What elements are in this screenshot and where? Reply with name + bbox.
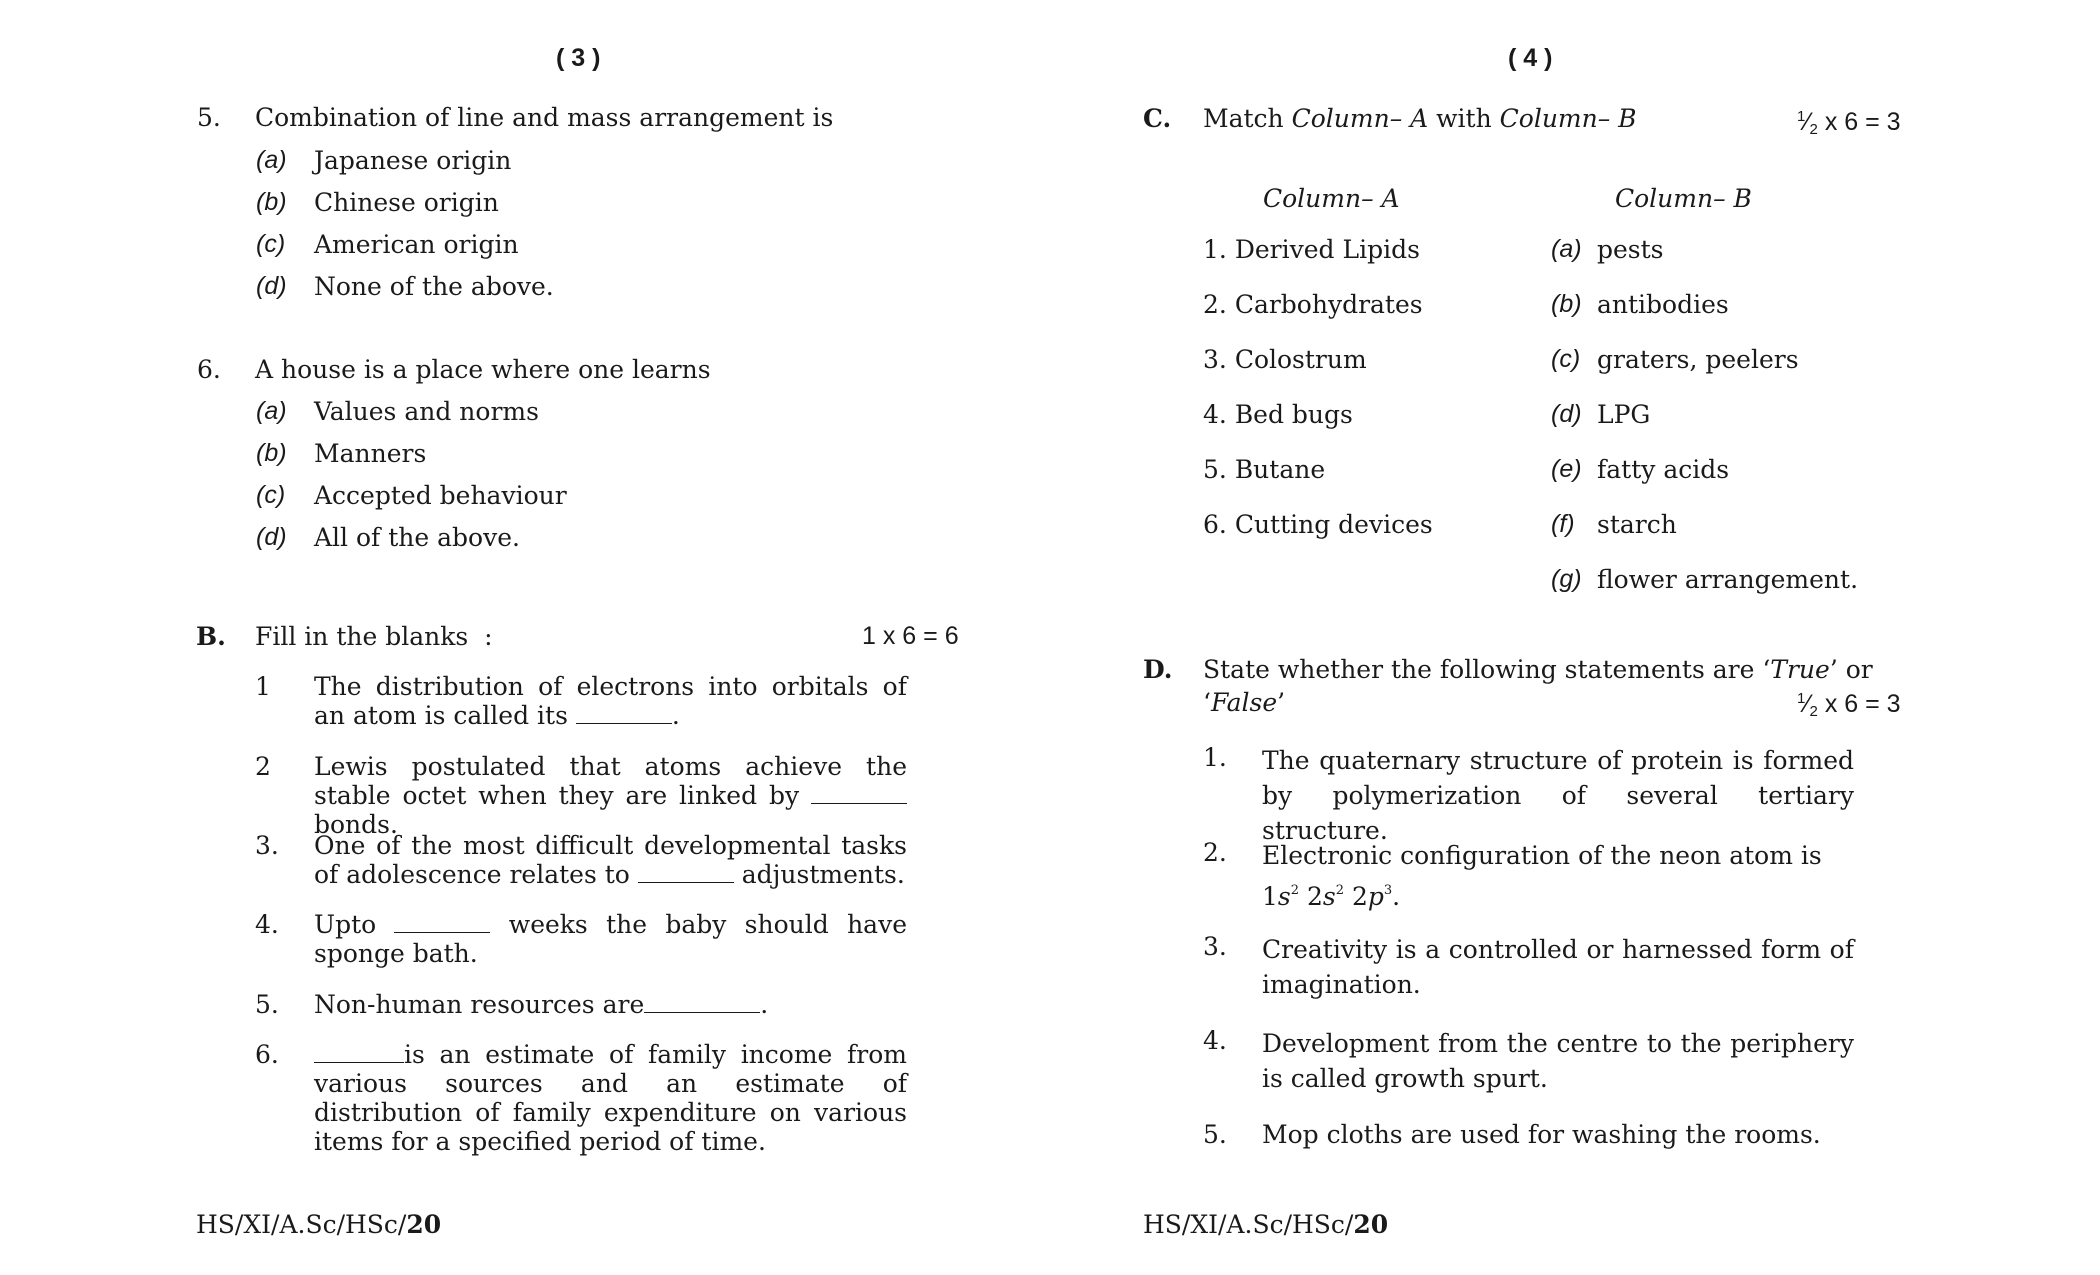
column-b-letter-f: (f) <box>1551 510 1575 538</box>
footer-right: HS/XI/A.Sc/HSc/20 <box>1143 1210 1389 1239</box>
true-false-4-text: Development from the centre to the periphery is called growth spurt. <box>1262 1029 1854 1093</box>
true-false-3-number: 3. <box>1203 932 1227 961</box>
fill-blank-1-number: 1 <box>255 672 271 701</box>
q6-option-b-letter: (b) <box>256 439 287 467</box>
true-false-2-number: 2. <box>1203 838 1227 867</box>
question-6-text: A house is a place where one learns <box>255 355 711 384</box>
true-false-5-number: 5. <box>1203 1120 1227 1149</box>
q5-option-b-text: Chinese origin <box>314 188 499 217</box>
q6-option-a-text: Values and norms <box>314 397 539 426</box>
q6-option-c-text: Accepted behaviour <box>314 481 567 510</box>
q6-option-d-letter: (d) <box>256 523 287 551</box>
page-number-left: ( 3 ) <box>556 44 601 72</box>
answer-blank <box>638 862 734 883</box>
column-b-letter-c: (c) <box>1551 345 1581 373</box>
fill-blank-5-text: Non-human resources are . <box>314 990 769 1019</box>
page-number-right: ( 4 ) <box>1508 44 1553 72</box>
fill-blank-5-number: 5. <box>255 990 279 1019</box>
question-5-text: Combination of line and mass arrangement is <box>255 103 834 132</box>
q5-option-d-text: None of the above. <box>314 272 554 301</box>
column-a-header: Column– A <box>1263 184 1400 213</box>
fill-blank-1-text: The distribution of electrons into orbitals of an atom is called its . <box>314 672 907 730</box>
column-a-item-5: 5. Butane <box>1203 455 1326 484</box>
q5-option-a-letter: (a) <box>256 146 287 174</box>
fill-blank-3-number: 3. <box>255 831 279 860</box>
column-b-text-b: antibodies <box>1597 290 1729 319</box>
column-a-item-1: 1. Derived Lipids <box>1203 235 1420 264</box>
column-b-letter-d: (d) <box>1551 400 1582 428</box>
q5-option-c-letter: (c) <box>256 230 286 258</box>
true-false-3-text: Creativity is a controlled or harnessed form of imagination. <box>1262 935 1854 999</box>
answer-blank <box>811 783 907 804</box>
answer-blank <box>394 912 490 933</box>
true-false-2-text: Electronic configuration of the neon atom is $1s^2$ $2s^2$ $2p^3$. <box>1262 841 1822 911</box>
true-false-1-text: The quaternary structure of protein is formed by polymerization of several tertiary structure. <box>1262 746 1854 845</box>
answer-blank <box>576 703 672 724</box>
column-b-letter-e: (e) <box>1551 455 1582 483</box>
fill-blank-3-text: One of the most difficult developmental tasks of adolescence relates to adjustments. <box>314 831 907 889</box>
q5-option-a-text: Japanese origin <box>314 146 512 175</box>
column-b-text-a: pests <box>1597 235 1664 264</box>
column-b-letter-a: (a) <box>1551 235 1582 263</box>
fill-blank-2-number: 2 <box>255 752 271 781</box>
section-c-marks: $^1$⁄2 x 6 = 3 <box>1797 108 1901 138</box>
section-b-letter: B. <box>196 622 226 651</box>
question-5-number: 5. <box>197 103 221 132</box>
column-b-text-g: flower arrangement. <box>1597 565 1859 594</box>
section-b-title: Fill in the blanks : <box>255 622 493 651</box>
section-d-marks: $^1$⁄2 x 6 = 3 <box>1797 690 1901 720</box>
column-b-letter-b: (b) <box>1551 290 1582 318</box>
fill-blank-2-text: Lewis postulated that atoms achieve the stable octet when they are linked by bonds. <box>314 752 907 839</box>
column-b-text-e: fatty acids <box>1597 455 1730 484</box>
column-b-letter-g: (g) <box>1551 565 1582 593</box>
question-6-number: 6. <box>197 355 221 384</box>
q6-option-a-letter: (a) <box>256 397 287 425</box>
answer-blank <box>314 1042 404 1063</box>
column-b-text-d: LPG <box>1597 400 1651 429</box>
q6-option-c-letter: (c) <box>256 481 286 509</box>
q5-option-d-letter: (d) <box>256 272 287 300</box>
column-a-item-4: 4. Bed bugs <box>1203 400 1353 429</box>
q6-option-b-text: Manners <box>314 439 427 468</box>
true-false-5-text: Mop cloths are used for washing the rooms. <box>1262 1120 1821 1149</box>
section-d-title-line1: State whether the following statements are ‘True’ or <box>1203 655 1873 684</box>
column-b-text-f: starch <box>1597 510 1677 539</box>
column-a-item-3: 3. Colostrum <box>1203 345 1367 374</box>
section-c-letter: C. <box>1143 104 1172 133</box>
footer-left: HS/XI/A.Sc/HSc/20 <box>196 1210 442 1239</box>
fill-blank-6-number: 6. <box>255 1040 279 1069</box>
fill-blank-4-number: 4. <box>255 910 279 939</box>
fill-blank-6-text: is an estimate of family income from various sources and an estimate of distribution of family expenditure on various items for a specified period of time. <box>314 1040 907 1156</box>
true-false-4-number: 4. <box>1203 1026 1227 1055</box>
section-d-letter: D. <box>1143 655 1173 684</box>
section-b-marks: 1 x 6 = 6 <box>862 622 959 650</box>
q6-option-d-text: All of the above. <box>314 523 520 552</box>
column-a-item-6: 6. Cutting devices <box>1203 510 1433 539</box>
column-b-header: Column– B <box>1615 184 1752 213</box>
neon-electron-configuration: $1s^2$ $2s^2$ $2p^3$. <box>1262 882 1401 911</box>
section-d-title-line2: ‘False’ <box>1203 688 1286 717</box>
q5-option-c-text: American origin <box>314 230 519 259</box>
q5-option-b-letter: (b) <box>256 188 287 216</box>
answer-blank <box>644 992 760 1013</box>
true-false-1-number: 1. <box>1203 743 1227 772</box>
section-c-title: Match Column– A with Column– B <box>1203 104 1637 133</box>
column-b-text-c: graters, peelers <box>1597 345 1799 374</box>
column-a-item-2: 2. Carbohydrates <box>1203 290 1423 319</box>
fill-blank-4-text: Upto weeks the baby should have sponge bath. <box>314 910 907 968</box>
